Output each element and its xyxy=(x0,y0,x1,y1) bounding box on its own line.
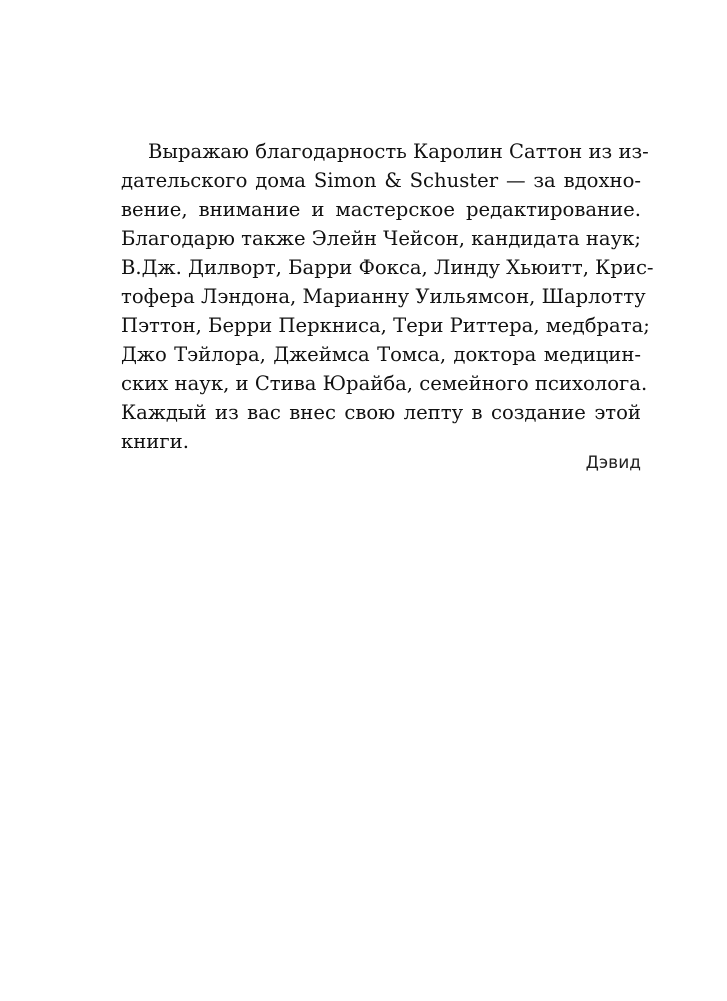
paragraph-line: Выражаю благодарность Каролин Саттон из из- xyxy=(148,140,649,163)
paragraph-line: дательского дома Simon & Schuster — за вдохно- xyxy=(121,169,641,192)
paragraph-line: Джо Тэйлора, Джеймса Томса, доктора медицин- xyxy=(121,343,641,366)
paragraph-line: Каждый из вас внес свою лепту в создание этой xyxy=(121,401,641,424)
paragraph-line: Благодарю также Элейн Чейсон, кандидата наук; xyxy=(121,227,641,250)
paragraph-line: ских наук, и Стива Юрайба, семейного психолога. xyxy=(121,372,648,395)
author-signature: Дэвид xyxy=(585,453,641,473)
paragraph-line: книги. xyxy=(121,430,189,453)
paragraph-line: Пэттон, Берри Перкниса, Тери Риттера, медбрата; xyxy=(121,314,650,337)
paragraph-line: В.Дж. Дилворт, Барри Фокса, Линду Хьюитт, Крис- xyxy=(121,256,654,279)
acknowledgment-paragraph xyxy=(121,137,654,456)
paragraph-line: вение, внимание и мастерское редактирование. xyxy=(121,198,641,221)
paragraph-line: тофера Лэндона, Марианну Уильямсон, Шарлотту xyxy=(121,285,646,308)
